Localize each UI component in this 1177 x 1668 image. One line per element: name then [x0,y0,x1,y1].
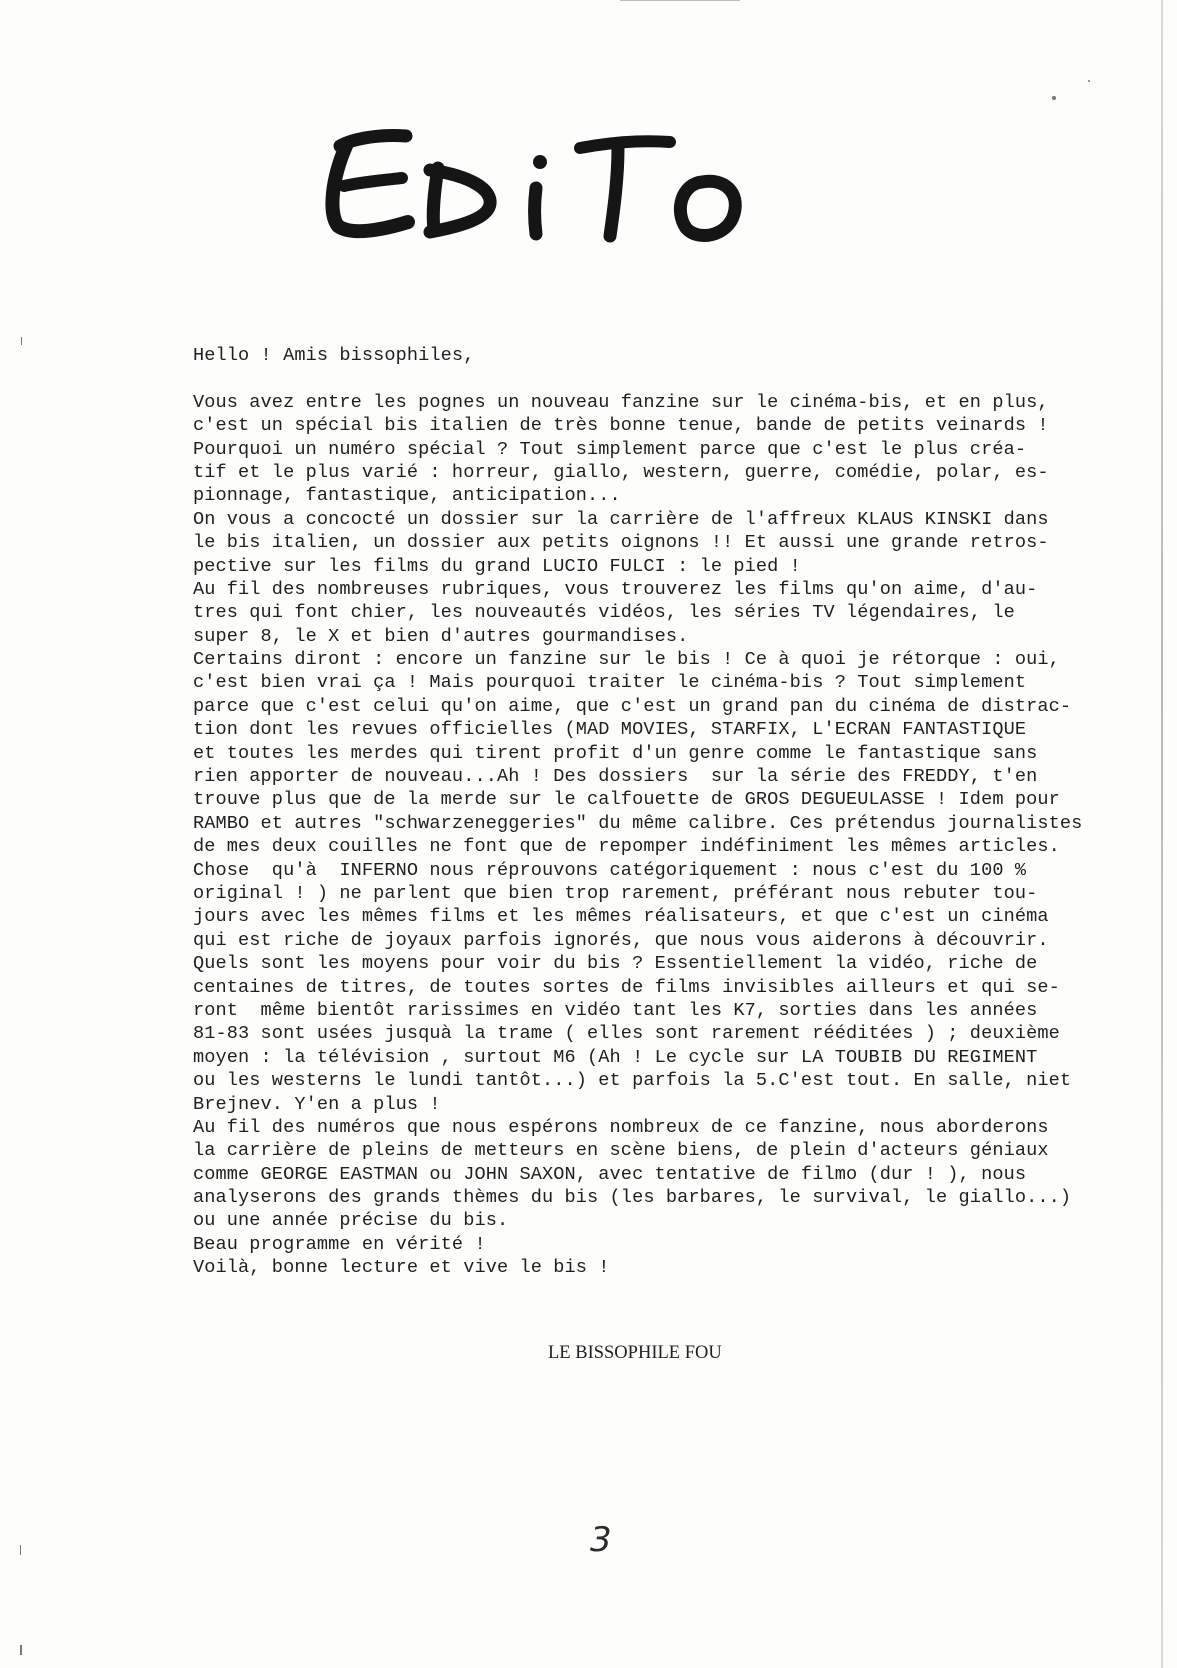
body-line: Chose qu'à INFERNO nous réprouvons catégoriquement : nous c'est du 100 % [193,859,1027,881]
body-line: Certains diront : encore un fanzine sur le bis ! Ce à quoi je rétorque : oui, [193,649,1060,671]
body-line: ou les westerns le lundi tantôt...) et parfois la 5.C'est tout. En salle, niet [193,1070,1072,1092]
body-line: et toutes les merdes qui tirent profit d'un genre comme le fantastique sans [193,742,1038,764]
body-line: Beau programme en vérité ! [193,1233,486,1255]
body-line: 81-83 sont usées jusquà la trame ( elles sont rarement rééditées ) ; deuxième [193,1023,1060,1045]
body-line: rien apporter de nouveau...Ah ! Des dossiers sur la série des FREDDY, t'en [193,766,1038,788]
body-line: le bis italien, un dossier aux petits oignons !! Et aussi une grande retros- [193,532,1049,554]
body-line: Quels sont les moyens pour voir du bis ? Essentiellement la vidéo, riche de [193,953,1038,975]
editorial-body [193,344,1133,1280]
body-line: trouve plus que de la merde sur le calfouette de GROS DEGUEULASSE ! Idem pour [193,789,1060,811]
scan-speck [20,1545,21,1555]
scan-edge-top [620,0,740,1]
body-line: Vous avez entre les pognes un nouveau fanzine sur le cinéma-bis, et en plus, [193,391,1049,413]
body-line: c'est bien vrai ça ! Mais pourquoi traiter le cinéma-bis ? Tout simplement [193,672,1027,694]
body-line: moyen : la télévision , surtout M6 (Ah ! Le cycle sur LA TOUBIB DU REGIMENT [193,1046,1038,1068]
scan-speck [20,1645,22,1655]
body-line: la carrière de pleins de metteurs en scène biens, de plein d'acteurs géniaux [193,1140,1049,1162]
body-line: super 8, le X et bien d'autres gourmandises. [193,625,689,647]
body-line: ou une année précise du bis. [193,1210,509,1232]
scan-speck [1052,96,1056,100]
body-line: tif et le plus varié : horreur, giallo, western, guerre, comédie, polar, es- [193,461,1049,483]
body-line: parce que c'est celui qu'on aime, que c'est un grand pan du cinéma de distrac- [193,695,1072,717]
body-line: Au fil des nombreuses rubriques, vous trouverez les films qu'on aime, d'au- [193,578,1038,600]
scan-speck [1088,80,1090,82]
body-line: centaines de titres, de toutes sortes de films invisibles ailleurs et qui se- [193,976,1060,998]
scan-edge-right [1161,0,1163,1668]
body-line: c'est un spécial bis italien de très bonne tenue, bande de petits veinards ! [193,415,1049,437]
body-line: comme GEORGE EASTMAN ou JOHN SAXON, avec tentative de filmo (dur ! ), nous [193,1163,1027,1185]
author-signature: LE BISSOPHILE FOU [548,1343,722,1363]
body-line: ront même bientôt rarissimes en vidéo tant les K7, sorties dans les années [193,999,1038,1021]
body-line: Au fil des numéros que nous espérons nombreux de ce fanzine, nous aborderons [193,1116,1049,1138]
body-line: jours avec les mêmes films et les mêmes réalisateurs, et que c'est un cinéma [193,906,1049,928]
edito-title-logo [322,118,782,258]
body-line: pective sur les films du grand LUCIO FULCI : le pied ! [193,555,801,577]
body-line: Voilà, bonne lecture et vive le bis ! [193,1257,610,1279]
body-line: original ! ) ne parlent que bien trop rarement, préférant nous rebuter tou- [193,882,1038,904]
body-line: de mes deux couilles ne font que de repomper indéfiniment les mêmes articles. [193,836,1060,858]
greeting-line: Hello ! Amis bissophiles, [193,345,475,366]
page-number: 3 [590,1520,612,1560]
body-line: RAMBO et autres "schwarzeneggeries" du même calibre. Ces prétendus journalistes [193,812,1083,834]
body-line: Brejnev. Y'en a plus ! [193,1093,441,1115]
body-line: analyserons des grands thèmes du bis (les barbares, le survival, le giallo...) [193,1187,1072,1209]
body-line: pionnage, fantastique, anticipation... [193,485,621,507]
body-line: tres qui font chier, les nouveautés vidéos, les séries TV légendaires, le [193,602,1015,624]
body-line: tion dont les revues officielles (MAD MOVIES, STARFIX, L'ECRAN FANTASTIQUE [193,719,1027,741]
body-line: Pourquoi un numéro spécial ? Tout simplement parce que c'est le plus créa- [193,438,1027,460]
scan-speck [21,337,22,345]
body-line: qui est riche de joyaux parfois ignorés, que nous vous aiderons à découvrir. [193,929,1049,951]
body-line: On vous a concocté un dossier sur la carrière de l'affreux KLAUS KINSKI dans [193,508,1049,530]
